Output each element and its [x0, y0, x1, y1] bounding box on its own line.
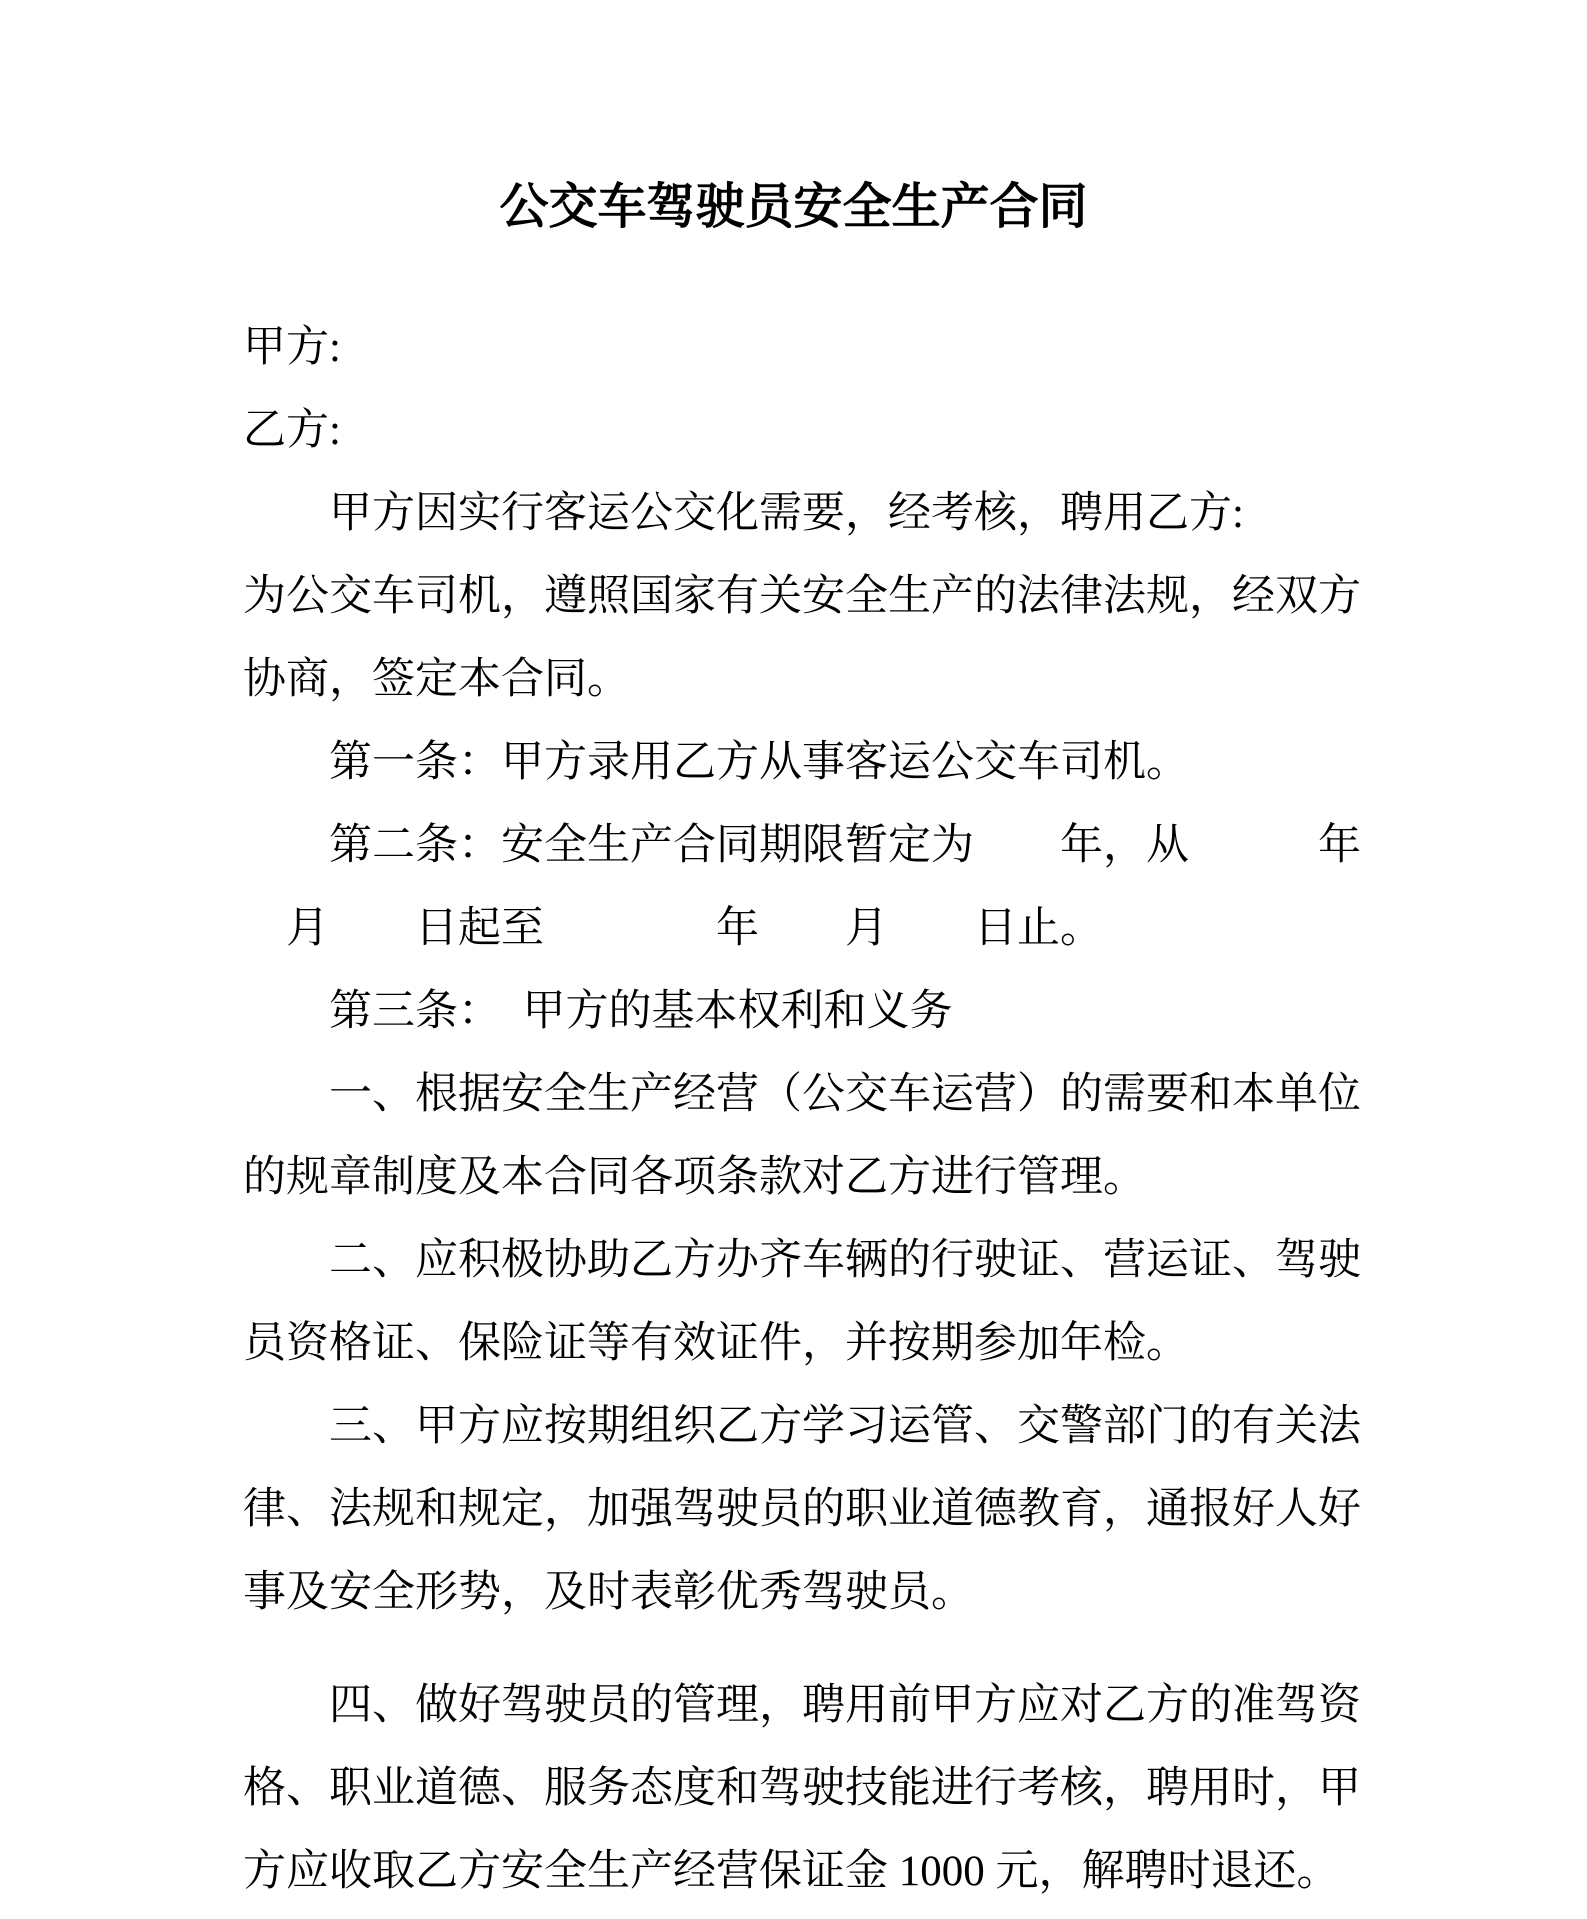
line-party-a: 甲方:	[243, 324, 341, 371]
line-preamble-3: 协商，签定本合同。	[243, 656, 630, 703]
line-article-1: 第一条：甲方录用乙方从事客运公交车司机。	[329, 739, 1189, 786]
line-article-2-cont: 月 日起至 年 月 日止。	[243, 905, 1103, 952]
line-clause-2: 二、应积极协助乙方办齐车辆的行驶证、营运证、驾驶	[329, 1237, 1361, 1284]
line-preamble-1: 甲方因实行客运公交化需要，经考核，聘用乙方:	[329, 490, 1244, 537]
line-clause-2-cont: 员资格证、保险证等有效证件，并按期参加年检。	[243, 1320, 1189, 1367]
line-article-3: 第三条： 甲方的基本权利和义务	[329, 988, 953, 1035]
line-preamble-2: 为公交车司机，遵照国家有关安全生产的法律法规，经双方	[243, 573, 1361, 620]
line-party-b: 乙方:	[243, 407, 341, 454]
document-title: 公交车驾驶员安全生产合同	[499, 179, 1088, 234]
line-clause-4-cont-2: 方应收取乙方安全生产经营保证金 1000 元，解聘时退还。	[243, 1848, 1340, 1895]
line-clause-4-cont-1: 格、职业道德、服务态度和驾驶技能进行考核，聘用时，甲	[243, 1765, 1361, 1812]
line-clause-3-cont-1: 律、法规和规定，加强驾驶员的职业道德教育，通报好人好	[243, 1486, 1361, 1533]
line-clause-3: 三、甲方应按期组织乙方学习运管、交警部门的有关法	[329, 1403, 1361, 1450]
document-body	[243, 306, 1373, 1913]
line-article-2: 第二条：安全生产合同期限暂定为 年，从 年	[329, 822, 1361, 869]
line-clause-4: 四、做好驾驶员的管理，聘用前甲方应对乙方的准驾资	[329, 1682, 1361, 1729]
line-clause-3-cont-2: 事及安全形势，及时表彰优秀驾驶员。	[243, 1569, 974, 1616]
line-clause-1: 一、根据安全生产经营（公交车运营）的需要和本单位	[329, 1071, 1361, 1118]
line-clause-1-cont: 的规章制度及本合同各项条款对乙方进行管理。	[243, 1154, 1146, 1201]
